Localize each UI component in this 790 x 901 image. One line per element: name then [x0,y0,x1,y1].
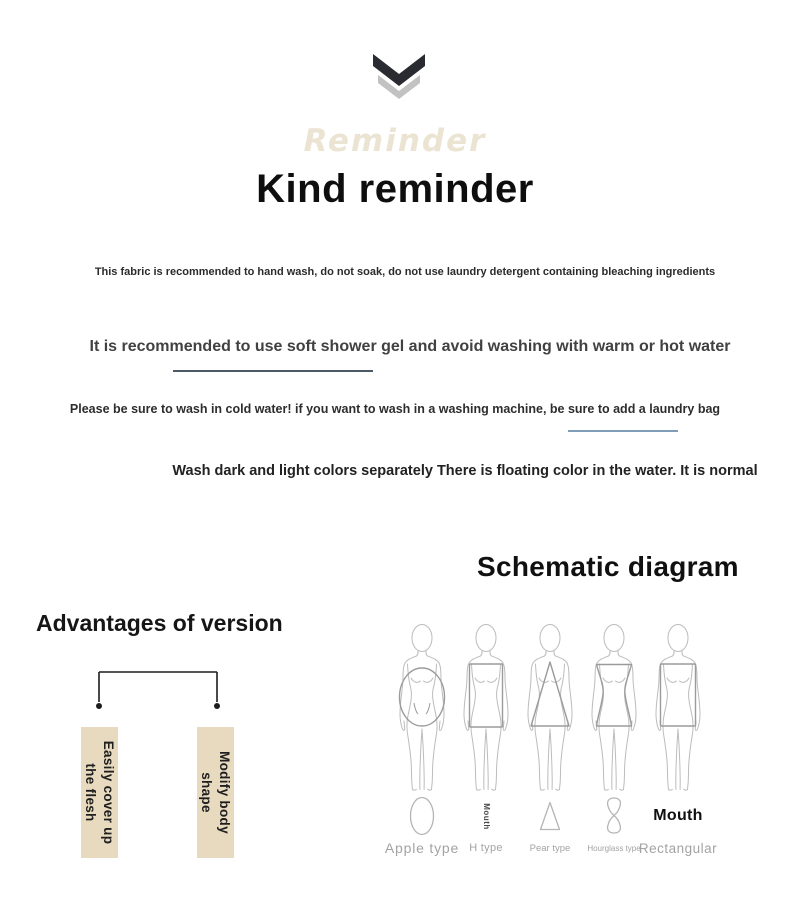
body-types-row [384,623,718,857]
mouth-bold-text: Mouth [653,807,703,824]
body-figure-hourglass [582,623,646,791]
underline-accent-dark [173,370,373,372]
type-label-apple: Apple type [384,840,460,856]
advantage-box-2 [197,727,234,858]
advantage-text-1: Easily cover up the flesh [83,740,117,845]
body-type-hourglass [582,623,646,857]
double-chevron-down-icon [370,52,428,102]
body-figure-pear [518,623,582,791]
care-instruction-line-2: It is recommended to use soft shower gel and avoid washing with warm or hot water [89,338,731,355]
body-figure-rectangular [646,623,710,791]
type-label-h: H type [469,842,503,854]
advantage-box-1 [81,727,118,858]
care-instruction-line-3: Please be sure to wash in cold water! if you want to wash in a washing machine, be sure to add a laundry bag [69,402,721,416]
type-label-pear: Pear type [529,842,571,854]
script-subtitle: Reminder [303,123,487,159]
triangle-icon [538,793,562,839]
type-label-hourglass: Hourglass type [587,843,641,853]
underline-accent-light [568,430,678,432]
mouth-vertical-text: Mouth [481,802,491,830]
care-instruction-line-1: This fabric is recommended to hand wash, do not soak, do not use laundry detergent containing bleaching ingredients [94,266,716,278]
type-label-rectangular: Rectangular [638,840,718,856]
body-type-h [454,623,518,857]
bracket-connector [92,666,224,721]
body-figure-h [454,623,518,791]
body-type-apple [384,623,460,857]
page-title: Kind reminder [256,167,534,211]
oval-icon [409,793,435,839]
advantage-text-2: Modify body shape [199,751,233,834]
body-figure-apple [390,623,454,791]
care-instruction-line-4: Wash dark and light colors separately There is floating color in the water. It is normal [172,463,758,479]
body-type-pear [518,623,582,857]
advantages-section-title: Advantages of version [36,610,283,636]
body-type-rectangular [638,623,718,857]
hourglass-icon [603,793,625,839]
schematic-section-title: Schematic diagram [477,551,739,582]
